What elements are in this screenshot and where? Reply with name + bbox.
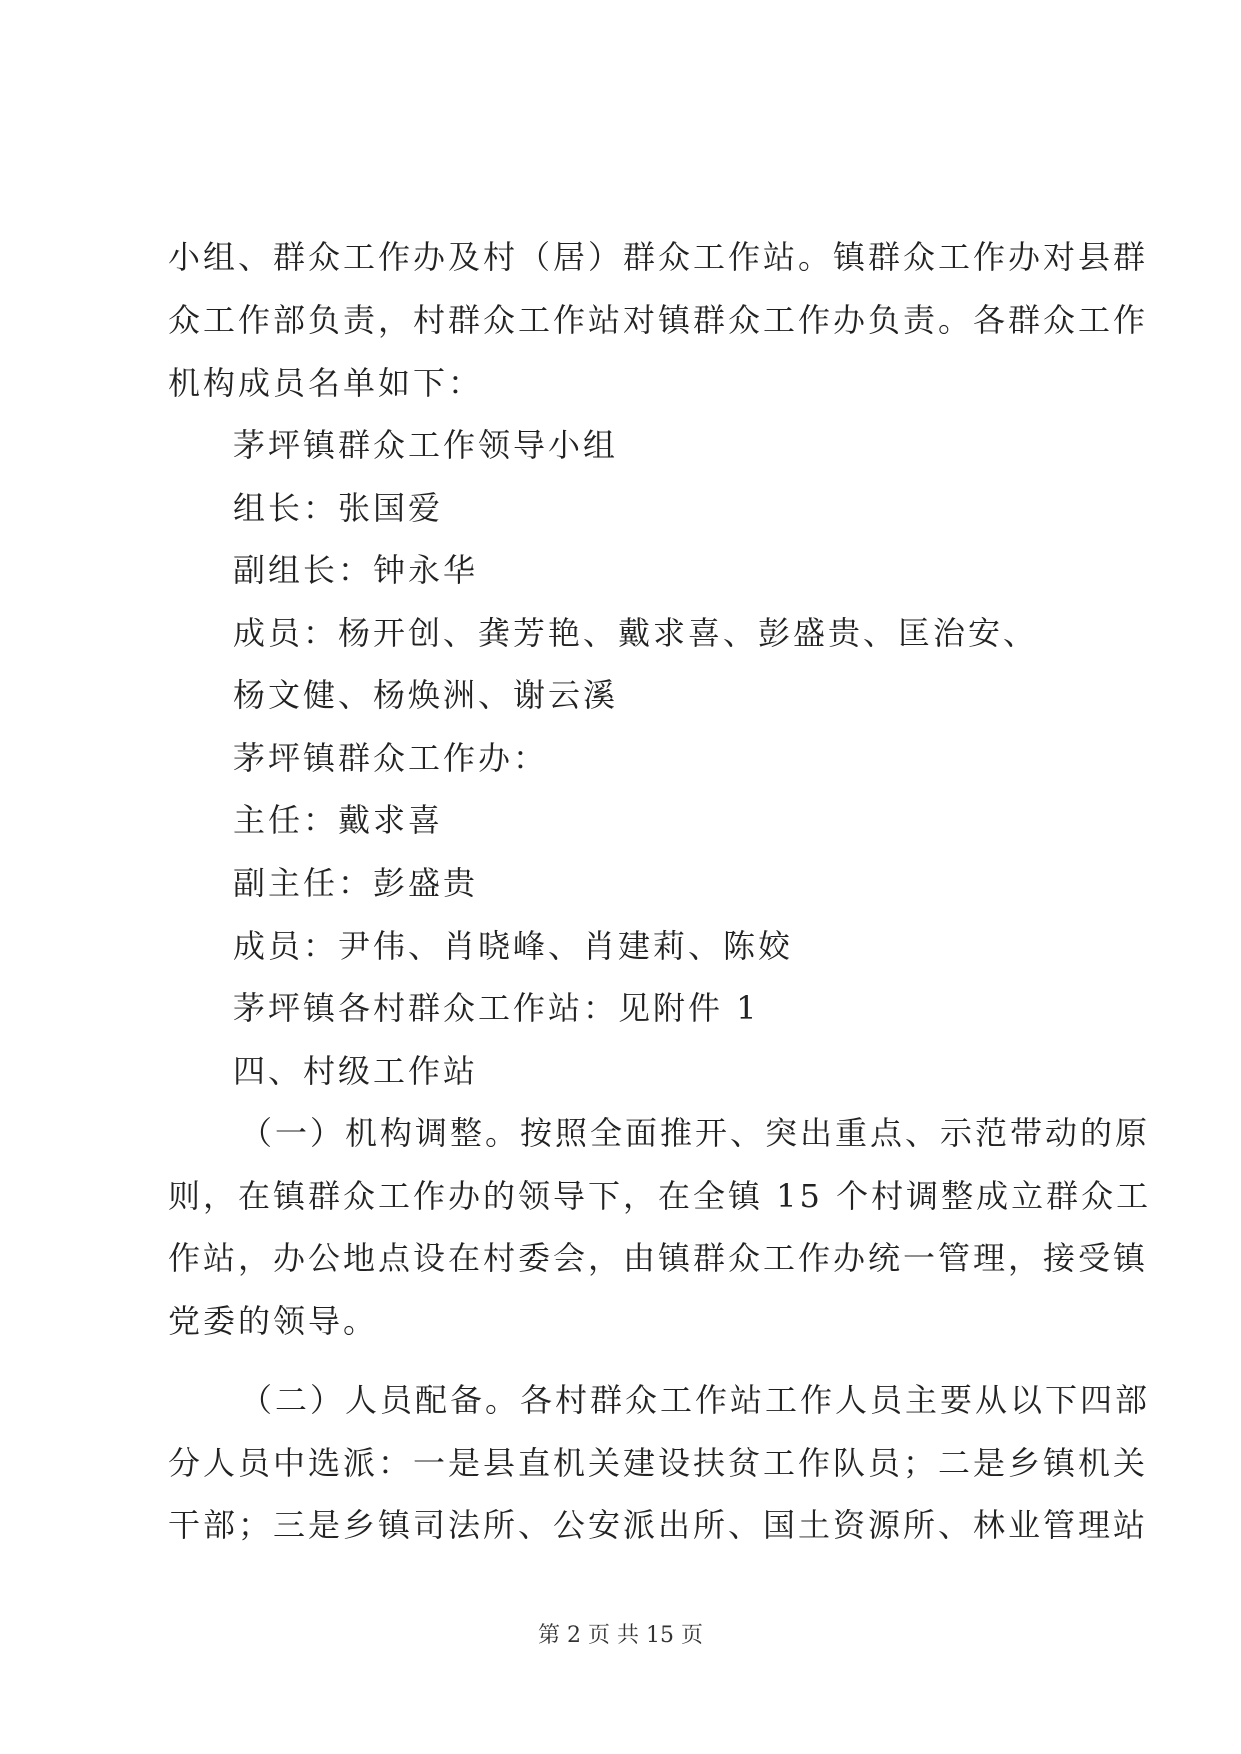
member-line: 副组长：钟永华 [233, 551, 479, 589]
member-line: 杨文健、杨焕洲、谢云溪 [233, 676, 619, 714]
body-text-line: 干部；三是乡镇司法所、公安派出所、国土资源所、林业管理站 [168, 1506, 1149, 1544]
body-text-line: 小组、群众工作办及村（居）群众工作站。镇群众工作办对县群 [168, 238, 1149, 276]
body-text-line: 作站，办公地点设在村委会，由镇群众工作办统一管理，接受镇 [168, 1239, 1149, 1277]
member-line: 副主任：彭盛贵 [233, 864, 479, 902]
body-text-line: 党委的领导。 [168, 1302, 379, 1340]
body-text-line: 则，在镇群众工作办的领导下，在全镇 15 个村调整成立群众工 [168, 1177, 1152, 1215]
body-text-line: 众工作部负责，村群众工作站对镇群众工作办负责。各群众工作 [168, 301, 1149, 339]
body-text-line: 分人员中选派：一是县直机关建设扶贫工作队员；二是乡镇机关 [168, 1444, 1149, 1482]
body-text-line: （一）机构调整。按照全面推开、突出重点、示范带动的原 [240, 1114, 1151, 1152]
section-heading: 四、村级工作站 [233, 1052, 479, 1090]
group-heading: 茅坪镇群众工作办： [233, 739, 549, 777]
member-line: 成员：杨开创、龚芳艳、戴求喜、彭盛贵、匡治安、 [233, 614, 1039, 652]
group-heading: 茅坪镇群众工作领导小组 [233, 426, 619, 464]
member-line: 成员：尹伟、肖晓峰、肖建莉、陈姣 [233, 927, 794, 965]
body-text-line: 机构成员名单如下： [168, 364, 484, 402]
body-text-line: （二）人员配备。各村群众工作站工作人员主要从以下四部 [240, 1381, 1151, 1419]
page-footer: 第 2 页 共 15 页 [538, 1623, 703, 1648]
body-text-line: 茅坪镇各村群众工作站：见附件 1 [233, 989, 760, 1027]
member-line: 主任：戴求喜 [233, 801, 444, 839]
member-line: 组长：张国爱 [233, 489, 444, 527]
